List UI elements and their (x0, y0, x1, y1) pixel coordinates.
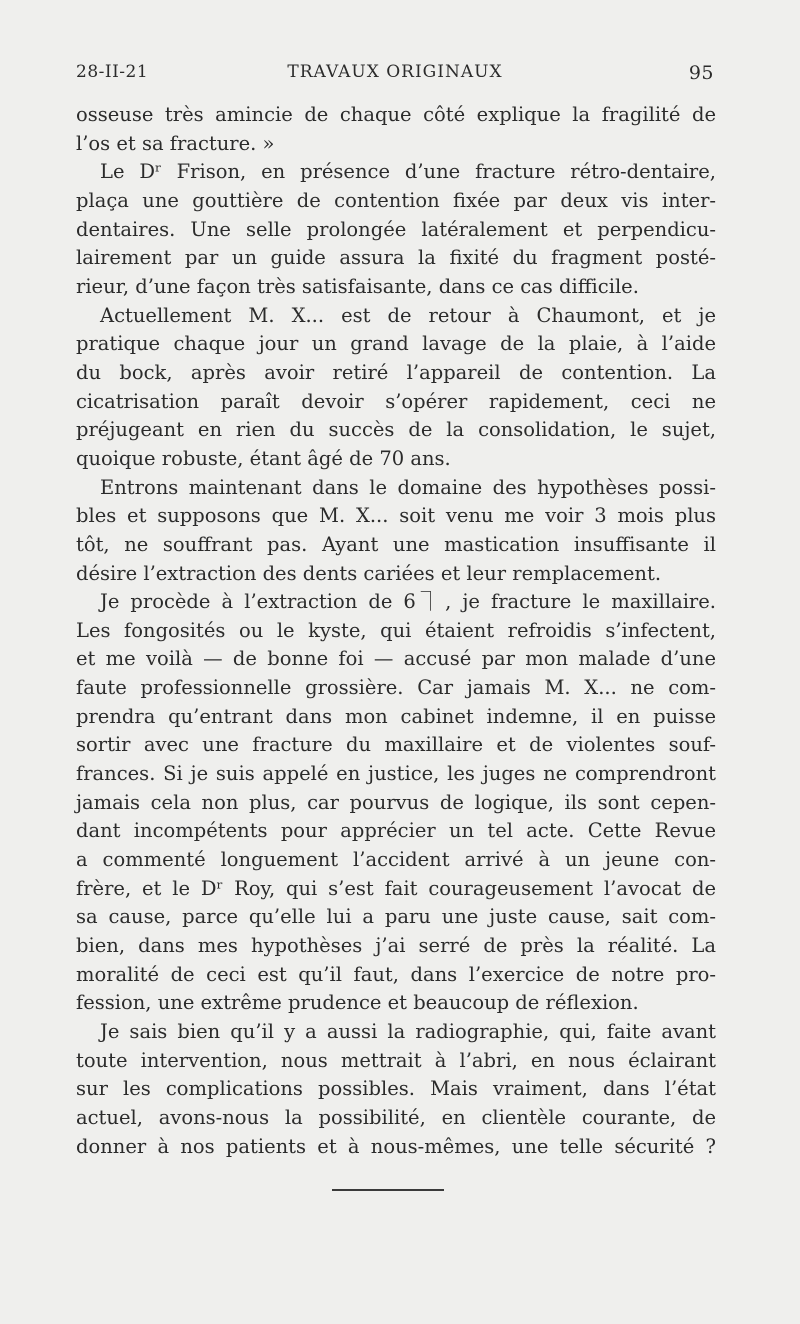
text-line: Les fongosités ou le kyste, qui étaient refroidis s’infectent, (76, 618, 716, 642)
text-line: Je sais bien qu’il y a aussi la radiographie, qui, faite avant (100, 1020, 716, 1043)
text-line: plaça une gouttière de contention fixée par deux vis inter- (76, 188, 716, 212)
body-text (76, 101, 716, 1161)
text-line: prendra qu’entrant dans mon cabinet indemne, il en puisse (76, 704, 716, 728)
text-line: faute professionnelle grossière. Car jamais M. X... ne com- (76, 676, 716, 700)
text-line: Je procède à l’extraction de 6⏋, je fracture le maxillaire. (100, 590, 716, 614)
text-line: rieur, d’une façon très satisfaisante, dans ce cas difficile. (76, 274, 639, 298)
text-line: dant incompétents pour apprécier un tel acte. Cette Revue (76, 819, 716, 843)
running-header (76, 62, 714, 92)
header-date: 28-II-21 (76, 62, 149, 82)
text-line: désire l’extraction des dents cariées et leur remplacement. (76, 561, 662, 585)
text-line: dentaires. Une selle prolongée latéralement et perpendicu- (76, 217, 716, 241)
header-title: TRAVAUX ORIGINAUX (287, 62, 503, 82)
text-line: quoique robuste, étant âgé de 70 ans. (76, 446, 451, 470)
text-line: sortir avec une fracture du maxillaire et de violentes souf- (76, 733, 716, 757)
text-line: osseuse très amincie de chaque côté explique la fragilité de (76, 103, 716, 126)
end-rule (332, 1189, 444, 1191)
text-line: préjugeant en rien du succès de la consolidation, le sujet, (76, 418, 716, 442)
text-line: cicatrisation paraît devoir s’opérer rapidement, ceci ne (76, 389, 716, 413)
text-line: et me voilà — de bonne foi — accusé par mon malade d’une (76, 647, 716, 671)
text-line: lairement par un guide assura la fixité du fragment posté- (76, 246, 716, 270)
text-line: donner à nos patients et à nous-mêmes, une telle sécurité ? (76, 1134, 716, 1158)
text-line: bles et supposons que M. X... soit venu me voir 3 mois plus (76, 504, 716, 528)
text-line: jamais cela non plus, car pourvus de logique, ils sont cepen- (76, 790, 716, 814)
page-number: 95 (688, 62, 714, 84)
text-line: sa cause, parce qu’elle lui a paru une juste cause, sait com- (76, 905, 716, 929)
text-line: fession, une extrême prudence et beaucoup de réflexion. (76, 991, 639, 1015)
text-line: tôt, ne souffrant pas. Ayant une mastication insuffisante il (76, 532, 716, 556)
text-line: pratique chaque jour un grand lavage de la plaie, à l’aide (76, 332, 716, 356)
text-line: Actuellement M. X... est de retour à Chaumont, et je (100, 303, 716, 327)
text-line: Le Dʳ Frison, en présence d’une fracture rétro-dentaire, (100, 160, 716, 184)
text-line: du bock, après avoir retiré l’appareil de contention. La (76, 360, 716, 384)
text-line: moralité de ceci est qu’il faut, dans l’exercice de notre pro- (76, 962, 716, 986)
text-line: Entrons maintenant dans le domaine des hypothèses possi- (100, 475, 716, 499)
text-line: sur les complications possibles. Mais vraiment, dans l’état (76, 1077, 716, 1101)
text-line: l’os et sa fracture. » (76, 131, 275, 155)
text-line: frances. Si je suis appelé en justice, les juges ne comprendront (76, 762, 716, 786)
text-line: frère, et le Dʳ Roy, qui s’est fait courageusement l’avocat de (76, 876, 716, 900)
text-line: actuel, avons-nous la possibilité, en clientèle courante, de (76, 1105, 716, 1129)
text-line: bien, dans mes hypothèses j’ai serré de près la réalité. La (76, 934, 716, 958)
text-line: a commenté longuement l’accident arrivé à un jeune con- (76, 848, 716, 872)
text-line: toute intervention, nous mettrait à l’abri, en nous éclairant (76, 1048, 716, 1072)
